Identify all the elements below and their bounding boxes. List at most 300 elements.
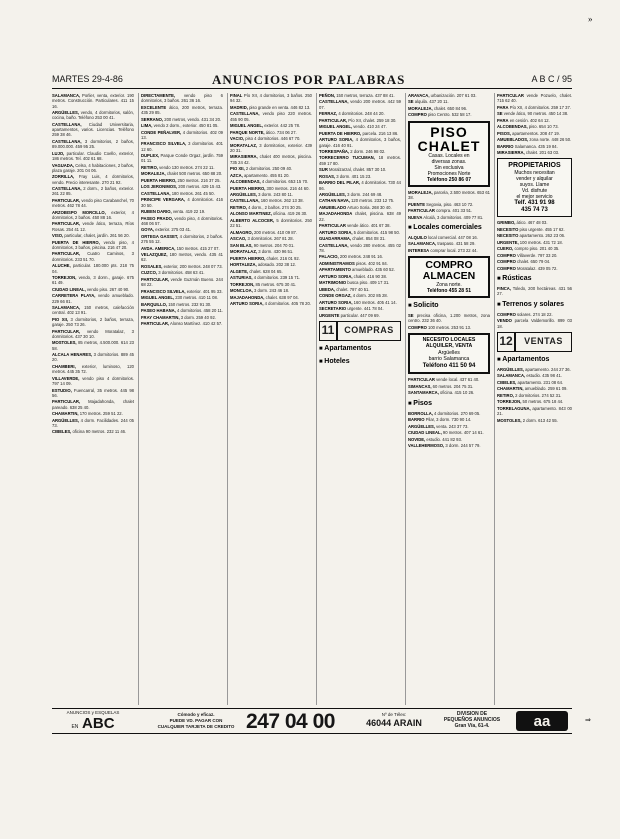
ad-text: 4 dormitorios. 270 69 05. [432, 410, 481, 416]
ad-keyword: RUBEN DARIO, [141, 209, 172, 215]
ad-text: Segovia, piso. 463 10 72. [425, 201, 474, 207]
ad-text: 85 metros, 4.500.000. 614 23 58. [52, 340, 134, 351]
ad-text: apartamento. 231 08 64. [516, 379, 564, 385]
ad-text: 2 dorm. 246 98 02. [349, 148, 386, 154]
ad-keyword: AMUEBLADO [319, 204, 347, 210]
classified-ad [141, 153, 223, 164]
ad-keyword: BARRIO [408, 417, 425, 423]
ad-text: Pío XII, 4 dormitorios. 259 17 37. [508, 104, 571, 110]
classified-ad [52, 139, 134, 150]
classified-ad [408, 241, 490, 246]
ad-keyword: MIRASIERRA, [497, 150, 525, 156]
ad-text: parcela, 2.500 metros. 653 61 38. [408, 189, 490, 201]
classified-ad [230, 243, 312, 248]
ad-text: oficina. 415 10 26. [438, 390, 475, 396]
ad-keyword: COMPRO [497, 265, 516, 271]
classified-ad [319, 274, 401, 279]
classified-ad [230, 192, 312, 197]
classified-ad [230, 154, 312, 165]
ad-keyword: SALAMANCA, [52, 93, 81, 98]
classified-ad [497, 406, 572, 417]
classified-ad [408, 384, 490, 389]
classified-ad [319, 180, 401, 191]
footer-line: DIVISION DE [456, 711, 488, 717]
ad-line: barrio Salamanca [428, 356, 470, 363]
ad-text: vendo piso 4 dormitorios. 797 14 09. [52, 375, 134, 387]
classified-ad [497, 124, 572, 129]
ad-keyword: PEÑON, [319, 93, 336, 98]
ad-keyword: FINCA, [497, 286, 511, 292]
ad-line: Promociones Norte [427, 170, 471, 177]
ad-keyword: CASTELLANA, [319, 99, 349, 105]
ad-text: 200 metros. 410 09 87. [252, 229, 298, 235]
ad-text: urbanización. 207 61 03. [429, 93, 477, 98]
ad-line: Muchos necesitan [514, 170, 555, 177]
ad-keyword: ARGÜELLES, [52, 110, 79, 116]
ad-line: NECESITO LOCALES [422, 337, 476, 344]
classified-ad [497, 240, 572, 245]
ad-line: diversas zonas. [431, 158, 467, 165]
ad-text: 230 metros. 410 11 08. [174, 295, 218, 301]
classified-ad [52, 163, 134, 174]
classified-ad [319, 236, 401, 241]
ad-text: ático. 467 48 03. [515, 220, 548, 226]
ad-keyword: MORALEJA, [141, 171, 166, 177]
ad-keyword: PUERTA HIERRO, [141, 177, 177, 183]
ad-text: 3 dormitorios. 267 81 28. [246, 236, 294, 242]
ad-phone: Teléfono 411 50 94 [422, 363, 476, 370]
ad-keyword: AVDA. AMERICA, [141, 245, 176, 251]
ad-keyword: CIBELES, [52, 429, 72, 435]
ad-keyword: TORRECERRO TUCUMAN, [319, 155, 375, 161]
ad-text: compra. 401 33 51. [434, 208, 473, 214]
ad-text: Alonso Martínez. 410 42 57. [169, 321, 223, 327]
ad-text: vendo piso 220 metros. 455 90 05. [230, 111, 312, 122]
ad-text: chalet. 201 63 03. [524, 150, 560, 156]
ad-keyword: PUERTA DE HIERRO, [52, 239, 100, 245]
ad-text: vendo piso, 4 dormitorios, 3 baños, piscina. 216 47 20. [52, 239, 134, 250]
ad-line: vender y alquilar [516, 176, 553, 183]
ad-text: 150 metros. 232 91 30. [167, 301, 212, 307]
classified-ad [141, 315, 223, 320]
classified-ad [141, 295, 223, 300]
ad-keyword: CARRETERA PLAYA, [52, 293, 96, 299]
ad-text: vendo. 410 24 47. [352, 124, 387, 130]
classified-ad [497, 312, 572, 317]
ad-keyword: FRANCISCO SILVELA, [141, 141, 187, 147]
ad-text: 3 dorm. 430 96 51. [257, 249, 294, 255]
classified-ad [319, 155, 401, 166]
classified-ad [408, 377, 490, 382]
ad-keyword: ARTURO SORIA, [319, 273, 353, 279]
ad-text: ático, 200 metros, terraza. 435 29 85. [141, 104, 223, 116]
ad-text: ático. 734 06 27. [264, 129, 297, 135]
ad-keyword: ARTURO SORIA, [319, 229, 353, 235]
classified-ad [408, 235, 490, 240]
ad-text: 4 dormitorios, 3 baños, garaje. 416 40 91. [319, 137, 401, 148]
classified-ad [497, 131, 572, 136]
classified-ad [141, 321, 223, 326]
classified-ad [52, 429, 134, 434]
footer-en: EN [71, 724, 79, 730]
classified-ad [141, 270, 223, 275]
classified-ad [52, 340, 134, 351]
ad-text: 160 metros. 405 41 14. [352, 299, 397, 305]
classified-ad [497, 286, 572, 297]
ad-text: piso. 654 10 73. [527, 124, 559, 130]
header-page-number: A B C / 95 [531, 74, 572, 84]
classified-ad [497, 373, 572, 378]
ad-keyword: ZORRILLA, [52, 174, 75, 180]
ad-text: parcela. 216 13 86. [361, 130, 399, 136]
ad-text: adosado. 202 38 12. [256, 262, 297, 268]
ad-keyword: MORALEJA, [408, 105, 433, 111]
classified-ad [141, 264, 223, 269]
ad-text: Moratalaz. 439 05 72. [515, 265, 558, 271]
ad-text: Fray Luis, 4 dormitorios, vendo. Precio interesante. 270 21 92. [52, 174, 134, 185]
ad-text: estudio. 435 98 41. [525, 373, 562, 379]
classified-ad [230, 288, 312, 293]
ad-keyword: ALQUILO [408, 234, 427, 240]
classified-ad [497, 246, 572, 251]
ad-keyword: PARTICULAR, [52, 197, 81, 203]
ad-keyword: PARTICULAR, [141, 321, 170, 327]
ad-text: vendo, 3 dorm., garaje. 675 61 49. [52, 275, 134, 286]
ad-line: Argüelles [438, 349, 460, 356]
ad-keyword: PARA [497, 104, 509, 110]
classified-ad [141, 191, 223, 196]
ad-text: chalet. 650 84 96. [432, 105, 468, 111]
ad-keyword: NECESITO [497, 226, 519, 232]
ad-keyword: TORREJON, [230, 281, 255, 287]
classified-ad [141, 105, 223, 116]
ad-keyword: SE [408, 313, 414, 319]
ad-text: exterior, 4 dormitorios, 2 baños. 450 88 16. [52, 209, 134, 220]
classified-ad [497, 144, 572, 149]
classified-ad [52, 110, 134, 121]
classified-ad [319, 223, 401, 228]
ad-text: 3 dormitorios, 2 baños, terraza, garaje. 250 73 26. [52, 316, 134, 328]
classified-columns [52, 93, 572, 705]
ad-text: chalet. 628 04 65. [248, 268, 283, 274]
ad-text: 160 metros. 262 13 38. [259, 198, 304, 204]
ad-line: Zona norte. [436, 282, 462, 289]
ad-keyword: MIGUEL ANGEL, [141, 295, 175, 301]
ad-text: vendo piso. 267 40 90. [85, 286, 130, 292]
ad-keyword: LOS JERONIMOS, [141, 184, 178, 190]
classified-ad [52, 352, 134, 363]
ad-text: chalet 500 metros. 650 88 20. [165, 171, 223, 177]
ad-keyword: ARAVACA, [408, 93, 430, 98]
ad-keyword: GUADARRAMA, [319, 236, 352, 242]
ad-title: COMPRO [425, 259, 473, 272]
ad-keyword: SECRETARIO [319, 306, 347, 312]
classified-ad [319, 306, 401, 311]
ad-keyword: PUERTA HIERRO, [230, 185, 266, 191]
footer-line: PEQUEÑOS ANUNCIOS [443, 717, 501, 723]
ad-text: 4 dormitorios. 653 15 70. [260, 179, 309, 185]
classified-ad [319, 198, 401, 203]
ad-keyword: ALCOBENDAS, [230, 179, 261, 185]
classified-ad [497, 253, 572, 258]
classified-ad [141, 277, 223, 288]
ad-text: 3 dorm. 243 46 18. [252, 288, 290, 294]
ad-keyword: VAGUADA, [52, 162, 75, 168]
ad-keyword: ALONSO MARTINEZ, [230, 211, 272, 217]
classified-ad [52, 388, 134, 399]
footer-division [432, 711, 512, 729]
classified-ad [497, 105, 572, 110]
ad-title: PROPIETARIOS [508, 162, 561, 170]
ad-text: alquila. 437 20 11. [413, 99, 449, 105]
telex-number: 46044 ARAIN [366, 718, 422, 728]
ad-text: Villaverde. 797 33 20. [515, 252, 558, 258]
classified-ad [141, 117, 223, 122]
classified-ad [319, 192, 401, 197]
footer-line: Cómodo y eficaz. [177, 712, 215, 717]
classified-ad [408, 430, 490, 435]
ad-keyword: APARTAMENTO [319, 267, 351, 273]
ad-keyword: ALCALA HENARES, [52, 352, 93, 358]
ad-text: 3 dorm. 401 15 23. [335, 173, 372, 179]
classified-ad [497, 259, 572, 264]
ad-keyword: CHAMARTIN, [497, 386, 524, 392]
ad-keyword: CASTELLANA, [141, 190, 171, 196]
ad-text: Alcalá, 3 dormitorios. 409 77 81. [422, 214, 484, 220]
page-title: ANUNCIOS POR PALABRAS [212, 72, 406, 87]
column-6 [497, 93, 572, 705]
ad-text: local comercial. 447 08 16. [426, 234, 478, 240]
ad-keyword: MORATALAZ, [230, 142, 258, 148]
ad-keyword: PIO XII, [230, 166, 245, 172]
ad-line: suyos. Llame [519, 182, 550, 189]
classified-ad [319, 174, 401, 179]
ad-text: particular. Claudio Coello, exterior, 186 metros. Tel. 402 61 68. [52, 150, 134, 162]
classified-ad [230, 295, 312, 300]
ad-text: vende local. 437 61 40. [434, 377, 480, 383]
classified-ad [230, 269, 312, 274]
classified-ad [52, 418, 134, 429]
ad-keyword: PARTICULAR, [52, 221, 81, 227]
classified-ad [497, 118, 572, 123]
ad-keyword: PIO XII, [52, 316, 69, 322]
ad-subtitle: CHALET [417, 137, 481, 154]
ad-keyword: CASTELLANA, [52, 121, 82, 127]
classified-ad [408, 424, 490, 429]
ad-keyword: COMPRO [408, 112, 427, 118]
ad-keyword: MOSTOLES, [497, 417, 522, 423]
ad-keyword: TORRELAGUNA, [497, 405, 531, 411]
ad-text: 200 metros. 248 91 16. [338, 254, 383, 260]
classified-ad [319, 93, 401, 98]
ad-phone: Telf. 431 91 98 [514, 200, 555, 207]
ad-text: 3 dormitorios. 458 63 41. [157, 270, 205, 276]
classified-ad [319, 211, 401, 222]
ad-keyword: MAJADAHONDA [319, 211, 353, 217]
ad-text: oficina. 419 26 30. [271, 211, 308, 217]
ad-phone-2: 435 74 73 [521, 207, 548, 214]
ad-text: 4 dormitorios. 458 20 11. [175, 308, 223, 314]
ad-text: compro piso. 201 40 35. [513, 246, 560, 252]
ad-keyword: COMPRO [497, 252, 516, 258]
footer-line: PUEDE VD. PAGAR CON [169, 718, 223, 723]
ad-text: 100 metros. 253 91 13. [426, 324, 472, 330]
ad-text: 90 metros. 407 14 61. [441, 430, 484, 436]
classified-ad [141, 234, 223, 245]
ad-text: 3 dorm. 259 40 92. [179, 314, 216, 320]
ad-text: Ciudad Universitaria, apartamentos, varios. Licencias. Teléfono 259 38 46. [52, 121, 134, 138]
ad-text: chalet. 638 97 04. [264, 294, 299, 300]
ad-text: vendo piso 6 dormitorios, 3 baños. 261 36 16. [141, 93, 223, 104]
classified-ad [408, 99, 490, 104]
section-hoteles: ■ Hoteles [319, 357, 401, 367]
ad-text: exterior, 200 metros. 248 07 73. [162, 263, 223, 269]
ad-text: Toledo, 200 hectáreas. 431 56 27. [497, 286, 572, 297]
ad-text: 85 metros. 675 30 41. [254, 281, 297, 287]
ad-keyword: MIGUEL ANGEL, [230, 123, 264, 129]
classified-ad [52, 151, 134, 162]
classified-ad [319, 261, 401, 266]
ad-keyword: VALLEHERMOSO, [408, 443, 445, 449]
classified-ad [52, 93, 134, 109]
ad-text: vende ático, 90 metros. 450 14 38. [502, 111, 569, 117]
classified-ad [408, 208, 490, 213]
ad-keyword: DUPLEX, [141, 153, 160, 159]
ad-text: vende Pozuelo, chalet. 715 62 40. [497, 93, 572, 104]
ad-keyword: ALMAGRO, [230, 229, 253, 235]
ad-text: 170 metros. 259 51 22. [78, 411, 123, 417]
ad-keyword: PARTICULAR [408, 208, 435, 214]
column-3 [230, 93, 312, 705]
ad-text: exterior. 401 95 33. [185, 288, 223, 294]
classified-ad [230, 93, 312, 104]
ad-text: 4 dormitorios. 402 09 13. [141, 129, 223, 140]
classified-ad [497, 380, 572, 385]
classified-ad [319, 313, 401, 318]
section-locales: ■ Locales comerciales [408, 223, 490, 233]
classified-ad [408, 443, 490, 448]
ad-text: piso Centro. 532 58 17. [426, 112, 472, 118]
classified-ad [52, 411, 134, 416]
ad-text: comprar local. 273 22 44. [429, 247, 478, 253]
ad-keyword: ASTURIAS, [230, 275, 253, 281]
classified-ad [230, 173, 312, 178]
classified-ad [497, 93, 572, 104]
abc-logo [52, 716, 134, 735]
ad-keyword: PARTICULAR [319, 223, 346, 229]
category-label: VENTAS [524, 336, 563, 347]
ad-propietarios [497, 158, 572, 217]
classified-ad [52, 186, 134, 197]
ad-keyword: SALAMANCA, [497, 373, 526, 379]
ad-text: particular, chalet, jardín. 261 56 20. [63, 233, 130, 239]
classified-ad [497, 150, 572, 155]
classified-ad [141, 171, 223, 176]
ad-text: apartamento. 244 27 36. [524, 366, 571, 372]
classified-ad [141, 165, 223, 170]
ad-text: 300 metros. 216 44 60. [265, 185, 310, 191]
ad-keyword: LIMA, [141, 123, 153, 129]
classified-ad [52, 376, 134, 387]
ad-keyword: ARGÜELLES, [52, 417, 79, 423]
classified-ad [141, 209, 223, 214]
classified-ad [230, 249, 312, 254]
ad-keyword: NOVIDE, [408, 436, 426, 442]
column-4 [319, 93, 401, 705]
ad-keyword: MAJADAHONDA, [230, 294, 265, 300]
ad-keyword: PARTICULAR, [52, 251, 81, 257]
ad-keyword: PARTICULAR, [52, 328, 81, 334]
classified-ad [319, 131, 401, 136]
classified-ad [52, 329, 134, 340]
classified-ad [319, 111, 401, 116]
ad-keyword: PARTICULAR, [319, 117, 348, 123]
classified-ad [230, 282, 312, 287]
classified-ad [141, 178, 223, 183]
ad-text: 60 metros. 204 75 31. [431, 383, 474, 389]
ad-text: 4 dormitorios. 248 44 20. [337, 111, 385, 117]
ad-text: 2 dorm., 2 baños, exterior. 261 22 85. [52, 186, 134, 197]
ad-keyword: CASTELLANA, [319, 242, 349, 248]
ad-text: 3 dorm. 243 80 11. [257, 192, 294, 197]
classified-ad [497, 111, 572, 116]
ad-keyword: ROSALES, [141, 263, 163, 269]
ad-text: Pío XII, 4 dormitorios, 3 baños. 250 94 32. [230, 93, 312, 104]
classified-ad [497, 227, 572, 232]
classified-ad [319, 293, 401, 298]
ad-text: busca piso. 409 17 31. [346, 280, 390, 286]
ad-line: Casas. Locales en [428, 152, 470, 159]
ad-line: Vd. disfrute [521, 188, 548, 195]
ad-keyword: PUERTA HIERRO, [230, 255, 266, 261]
ad-text: 3 dormitorios, 2 baños, 89.000.000. 459 95 25. [52, 138, 134, 150]
ad-text: 2 dorm. 613 42 55. [521, 417, 558, 423]
footer-payment-note [140, 712, 252, 730]
ad-text: apartamento. 455 81 20. [242, 172, 290, 178]
ad-keyword: AMUEBLADOS, [497, 137, 529, 143]
ad-text: amueblado. 259 61 09. [523, 386, 568, 392]
classified-ad [52, 240, 134, 251]
ad-keyword: UBEDA, [319, 286, 336, 292]
classified-ad [141, 130, 223, 141]
ad-title: PISO [430, 123, 468, 140]
ad-text: 3 dorm. 244 69 48. [346, 192, 383, 197]
classified-ad [319, 243, 401, 254]
ad-text: en cesión. 402 64 12. [508, 117, 550, 123]
classified-ad [319, 287, 401, 292]
footer-phone: 247 04 00 [246, 710, 335, 733]
ad-keyword: ARZOBISPO MORCILLO, [52, 209, 106, 215]
classified-ad [52, 210, 134, 221]
ad-text: 4 dormitorios. 730 44 86. [319, 180, 401, 191]
classified-ad [408, 190, 490, 201]
ad-keyword: ALBERTO ALCOCER, [230, 217, 275, 223]
classified-ad [230, 179, 312, 184]
ad-keyword: SERRANO, [141, 116, 164, 122]
classified-ad [230, 130, 312, 135]
ad-keyword: PALACIO, [319, 254, 339, 260]
ad-keyword: PARTICULAR, [52, 399, 81, 405]
ad-text: Salamanca. 435 19 84. [513, 143, 558, 149]
ad-keyword: MONCLOA, [230, 288, 253, 294]
classified-ad [52, 364, 134, 375]
ad-keyword: CIUDAD LINEAL, [52, 286, 86, 292]
classified-ad [141, 308, 223, 313]
ad-text: Fuencarral, 35 metros. 445 98 56. [52, 387, 134, 398]
classified-ad [408, 215, 490, 220]
ad-text: 4 dorm. Facilidades. 244 05 73. [52, 417, 134, 428]
ad-keyword: URGENTE, [497, 239, 519, 245]
